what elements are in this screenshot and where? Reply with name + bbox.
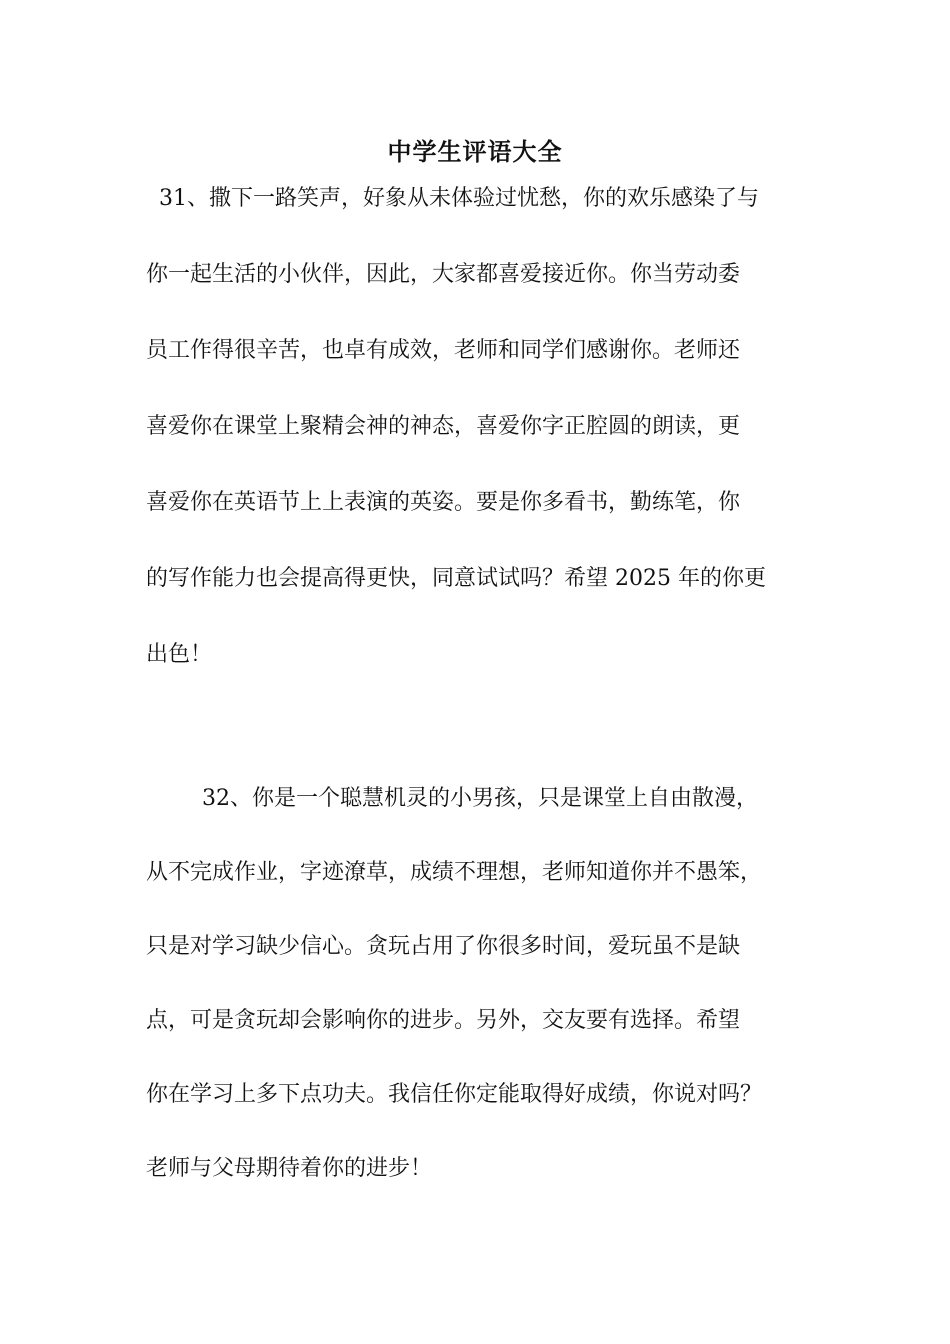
- paragraph-line: 你一起生活的小伙伴，因此，大家都喜爱接近你。你当劳动委: [146, 262, 741, 287]
- paragraph-line: 31、撒下一路笑声，好象从未体验过忧愁，你的欢乐感染了与: [152, 186, 759, 211]
- paragraph-line: 的写作能力也会提高得更快，同意试试吗？希望 2025 年的你更: [146, 566, 766, 591]
- paragraph-line: 点，可是贪玩却会影响你的进步。另外，交友要有选择。希望: [146, 1008, 741, 1033]
- paragraph-line: 喜爱你在英语节上上表演的英姿。要是你多看书，勤练笔，你: [146, 490, 741, 515]
- paragraph-line: 你在学习上多下点功夫。我信任你定能取得好成绩，你说对吗？: [146, 1082, 763, 1107]
- document-title: 中学生评语大全: [387, 137, 563, 166]
- paragraph-line: 喜爱你在课堂上聚精会神的神态，喜爱你字正腔圆的朗读，更: [146, 414, 741, 439]
- paragraph-line: 32、你是一个聪慧机灵的小男孩，只是课堂上自由散漫，: [146, 786, 758, 811]
- paragraph-line: 员工作得很辛苦，也卓有成效，老师和同学们感谢你。老师还: [146, 338, 741, 363]
- paragraph-line: 只是对学习缺少信心。贪玩占用了你很多时间，爱玩虽不是缺: [146, 934, 741, 959]
- paragraph-line: 出色！: [146, 642, 213, 667]
- paragraph-line: 从不完成作业，字迹潦草，成绩不理想，老师知道你并不愚笨，: [146, 860, 763, 885]
- paragraph-line: 老师与父母期待着你的进步！: [146, 1156, 433, 1181]
